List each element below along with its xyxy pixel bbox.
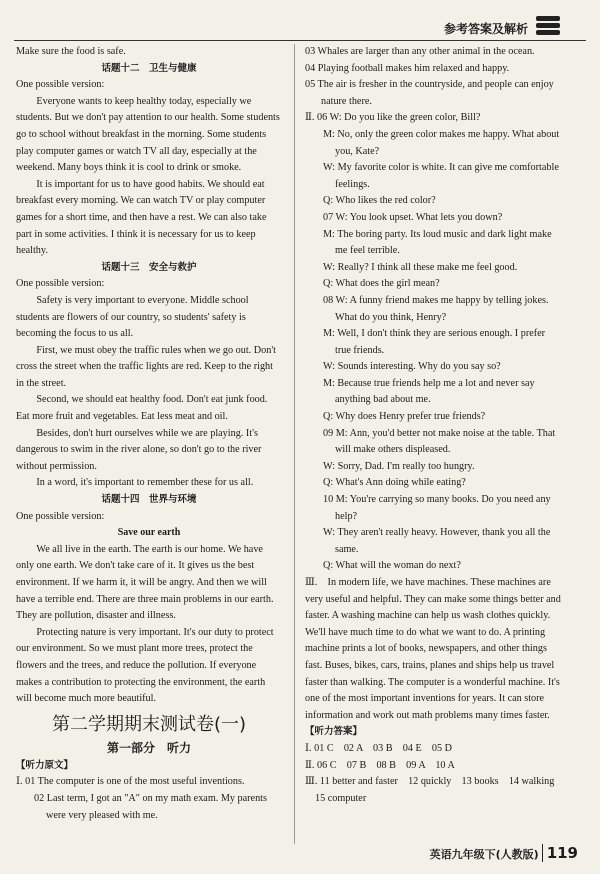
topic-13-paragraph: Second, we should eat healthy food. Don't eat junk food. Eat more fruit and vegetables. Eat less meat and oil. xyxy=(16,394,268,423)
topic-13-paragraph: Besides, don't hurt ourselves while we are playing. It's dangerous to swim in the river alone, so don't go to the river without permission. xyxy=(16,427,262,472)
topic-13-paragraph: In a word, it's important to remember these for us all. xyxy=(36,477,254,489)
dialog-line: 07 W: You look upset. What lets you down? xyxy=(323,211,503,223)
answer-row: Ⅱ. 06 C 07 B 08 B 09 A 10 A xyxy=(305,759,455,771)
dialog-line: 10 M: You're carrying so many books. Do you need any help? xyxy=(323,494,551,522)
page-footer xyxy=(430,843,578,862)
topic-13-heading: 话题十三 安全与救护 xyxy=(101,261,197,273)
answers-label: 【听力答案】 xyxy=(305,726,363,738)
dialog-line: M: The boring party. Its loud music and dark light make me feel terrible. xyxy=(323,228,552,257)
dialog-line: M: Well, I don't think they are serious enough. I prefer true friends. xyxy=(323,328,546,356)
topic-14-paragraph: Protecting nature is very important. It's our duty to protect our environment. So we must plant more trees, protect the flowers and the trees, and reduce the pollution. If everyone makes a contribution to protecting the environment, the earth will become much more beautiful. xyxy=(16,626,274,705)
transcript-item: Ⅰ. 01 The computer is one of the most useful inventions. xyxy=(16,776,245,788)
part-title: 第一部分 听力 xyxy=(106,740,191,755)
page-number: 119 xyxy=(542,844,578,862)
topic-12-paragraph: It is important for us to have good habits. We should eat breakfast every morning. We can watch TV or play computer games for a short time, and then have a rest. We can also take part in some activities. I think it is necessary for us to keep healthy. xyxy=(16,178,267,257)
dialog-line: M: No, only the green color makes me happy. What about you, Kate? xyxy=(323,128,560,157)
dialog-line: W: Sorry, Dad. I'm really too hungry. xyxy=(323,460,475,472)
dialog-line: M: Because true friends help me a lot and never say anything bad about me. xyxy=(323,377,535,406)
header-title: 参考答案及解析 xyxy=(443,22,528,36)
transcript-item: 02 Last term, I got an "A" on my math exam. My parents were very pleased with me. xyxy=(34,792,267,821)
answer-row: 15 computer xyxy=(315,792,367,804)
transcript-label: 【听力原文】 xyxy=(16,759,74,771)
footer-book-title: 英语九年级下(人教版) xyxy=(429,848,539,861)
composition-title: Save our earth xyxy=(117,527,181,539)
answer-row: Ⅰ. 01 C 02 A 03 B 04 E 05 D xyxy=(305,742,452,754)
topic-13-paragraph: First, we must obey the traffic rules when we go out. Don't cross the street when the traffic lights are red. Keep to the right in the street. xyxy=(16,344,276,389)
books-icon xyxy=(536,16,560,38)
dialog-line: Ⅱ. 06 W: Do you like the green color, Bill? xyxy=(305,112,481,124)
dialog-line: Q: What does the girl mean? xyxy=(323,278,440,290)
header-rule xyxy=(14,40,586,41)
listening-passage: Ⅲ. In modern life, we have machines. These machines are very useful and helpful. They can make some things better and faster. A washing machine can help us wash clothes quickly. We'll have much time to do what we want to do. A printing machine prints a lot of books, newspapers, and other things fast. Buses, bikes, cars, trains, planes and ships help us travel faster than walking. The computer is a wonderful machine. It's one of the most important inventions for years. It can store information and work out math problems many times faster. xyxy=(305,577,561,721)
transcript-item: 04 Playing football makes him relaxed and happy. xyxy=(305,62,510,74)
column-divider xyxy=(294,44,295,844)
transcript-item: 03 Whales are larger than any other animal in the ocean. xyxy=(305,46,535,57)
dialog-line: Q: Why does Henry prefer true friends? xyxy=(323,411,486,423)
intro-line: Make sure the food is safe. xyxy=(16,46,126,57)
left-column xyxy=(16,44,282,824)
transcript-item: 05 The air is fresher in the countryside, and people can enjoy nature there. xyxy=(305,79,554,107)
answer-row: Ⅲ. 11 better and faster 12 quickly 13 books 14 walking xyxy=(305,776,555,788)
dialog-line: 08 W: A funny friend makes me happy by telling jokes. What do you think, Henry? xyxy=(323,294,549,323)
right-column xyxy=(305,44,563,807)
dialog-line: Q: Who likes the red color? xyxy=(323,195,436,207)
topic-12-paragraph: Everyone wants to keep healthy today, especially we students. But we don't pay attention to our health. Some students go to school without breakfast in the morning. Some students play computer games or watch TV all day, especially at the weekend. Many boys think it is cool to drink or smoke. xyxy=(16,95,280,174)
dialog-line: W: Really? I think all these make me feel good. xyxy=(323,261,518,273)
page-header xyxy=(0,0,600,44)
topic-13-label: One possible version: xyxy=(16,278,105,290)
topic-14-paragraph: We all live in the earth. The earth is our home. We have only one earth. We don't take care of it. It gives us the best environment. If we harm it, it will be angry. And then we will have a terrible end. There are three main problems in our earth. They are pollution, disaster and illness. xyxy=(16,543,274,622)
topic-13-paragraph: Safety is very important to everyone. Middle school students are flowers of our country, so students' safety is becoming the focus to us all. xyxy=(16,294,249,340)
dialog-line: W: They aren't really heavy. However, thank you all the same. xyxy=(323,527,551,555)
dialog-line: 09 M: Ann, you'd better not make noise at the table. That will make others displeased. xyxy=(323,427,556,456)
exam-title: 第二学期期末测试卷(一) xyxy=(51,713,247,735)
dialog-line: W: My favorite color is white. It can give me comfortable feelings. xyxy=(323,162,559,190)
topic-12-heading: 话题十二 卫生与健康 xyxy=(101,62,197,74)
dialog-line: Q: What's Ann doing while eating? xyxy=(323,477,466,489)
topic-14-heading: 话题十四 世界与环境 xyxy=(101,494,197,506)
topic-12-label: One possible version: xyxy=(16,79,105,91)
dialog-line: Q: What will the woman do next? xyxy=(323,560,461,572)
dialog-line: W: Sounds interesting. Why do you say so? xyxy=(323,361,501,373)
topic-14-label: One possible version: xyxy=(16,510,105,522)
